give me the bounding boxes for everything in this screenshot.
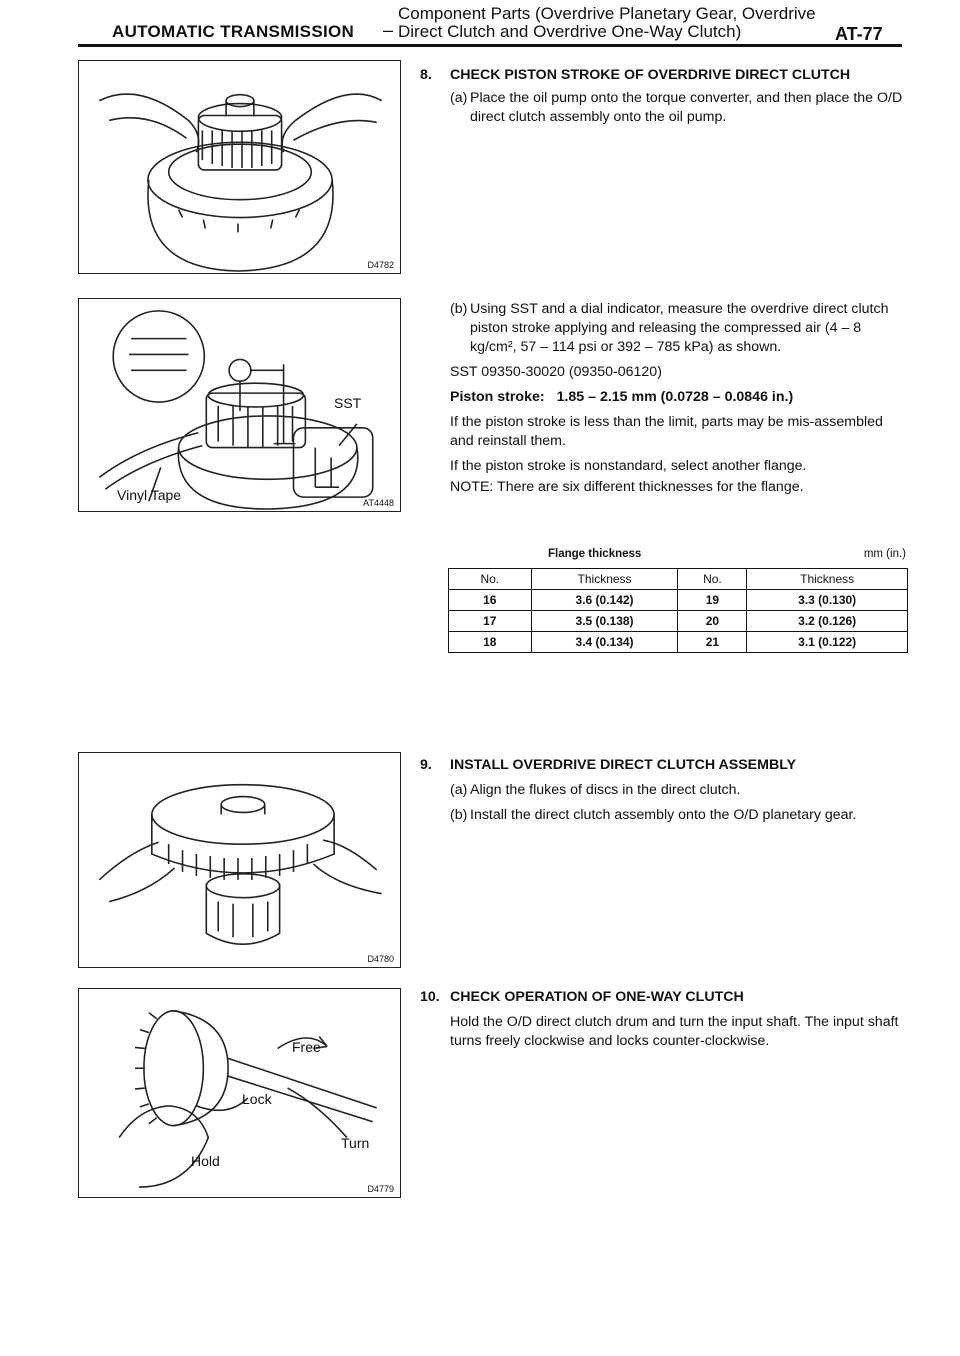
table-cell: 19	[678, 590, 747, 611]
table-cell: 18	[449, 632, 532, 653]
label-sst: SST	[334, 395, 362, 411]
table-row	[449, 590, 908, 611]
piston-stroke-spec	[450, 388, 906, 407]
table-cell: 3.6 (0.142)	[531, 590, 678, 611]
spec-label: Piston stroke:	[450, 389, 545, 405]
figure-piston-stroke-measurement	[78, 298, 401, 512]
step-9	[420, 756, 906, 825]
step-10-heading	[420, 988, 906, 1007]
sst-number: SST 09350-30020 (09350-06120)	[450, 364, 662, 380]
step-number: 10.	[420, 989, 440, 1005]
table-caption: Flange thickness	[548, 548, 642, 560]
page-number: AT-77	[835, 24, 883, 44]
step-10-text: Hold the O/D direct clutch drum and turn the input shaft. The input shaft turns freely clockwise and locks counter-clockwise.	[450, 1014, 899, 1049]
step-title: INSTALL OVERDRIVE DIRECT CLUTCH ASSEMBLY	[450, 757, 797, 773]
note-reassemble: If the piston stroke is less than the limit, parts may be mis-assembled and reinstall them.	[450, 414, 883, 449]
table-cell: 3.5 (0.138)	[531, 611, 678, 632]
figure-one-way-clutch-check	[78, 988, 401, 1198]
table-cell: 3.2 (0.126)	[747, 611, 908, 632]
table-row	[449, 611, 908, 632]
install-clutch-illustration	[79, 753, 400, 967]
table-cell: 3.3 (0.130)	[747, 590, 908, 611]
column-header: Thickness	[531, 569, 678, 590]
figure-code: D4782	[367, 260, 394, 270]
figure-code: D4779	[367, 1184, 394, 1194]
sub-label: (a)	[450, 90, 468, 106]
step-8-heading	[420, 66, 906, 85]
note-flange-thicknesses: NOTE: There are six different thicknesses for the flange.	[450, 479, 804, 495]
table-cell: 3.4 (0.134)	[531, 632, 678, 653]
label-lock: Lock	[242, 1091, 272, 1107]
sub-text: Align the flukes of discs in the direct clutch.	[470, 782, 741, 798]
step-number: 8.	[420, 67, 432, 83]
column-header: Thickness	[747, 569, 908, 590]
label-vinyl-tape: Vinyl Tape	[117, 487, 182, 503]
step-number: 9.	[420, 757, 432, 773]
note-select-flange: If the piston stroke is nonstandard, select another flange.	[450, 458, 807, 474]
section-subtitle	[398, 5, 816, 41]
step-8-a	[450, 89, 906, 127]
header-rule	[78, 44, 902, 47]
label-free: Free	[292, 1039, 321, 1055]
figure-code: AT4448	[363, 498, 394, 508]
table-cell: 16	[449, 590, 532, 611]
subtitle-line-2: Direct Clutch and Overdrive One-Way Clutch)	[398, 22, 742, 41]
clutch-on-converter-illustration	[79, 61, 400, 273]
table-cell: 21	[678, 632, 747, 653]
column-header: No.	[449, 569, 532, 590]
step-8	[420, 66, 906, 127]
header-dash: –	[383, 20, 394, 40]
table-cell: 3.1 (0.122)	[747, 632, 908, 653]
step-8-b	[450, 300, 906, 357]
table-cell: 17	[449, 611, 532, 632]
flange-thickness-table	[448, 568, 908, 653]
sub-text: Place the oil pump onto the torque converter, and then place the O/D direct clutch assembly onto the oil pump.	[470, 90, 903, 125]
figure-clutch-on-oil-pump	[78, 60, 401, 274]
step-9-b	[450, 806, 906, 825]
figure-code: D4780	[367, 954, 394, 964]
step-title: CHECK OPERATION OF ONE-WAY CLUTCH	[450, 989, 744, 1005]
table-unit: mm (in.)	[863, 548, 906, 560]
flange-table-caption	[478, 548, 906, 560]
spec-value: 1.85 – 2.15 mm (0.0728 – 0.0846 in.)	[556, 389, 794, 405]
table-row	[449, 632, 908, 653]
column-header: No.	[678, 569, 747, 590]
label-turn: Turn	[341, 1135, 370, 1151]
sub-text: Install the direct clutch assembly onto the O/D planetary gear.	[470, 807, 857, 823]
one-way-clutch-illustration	[79, 989, 400, 1197]
label-hold: Hold	[191, 1153, 220, 1169]
step-9-heading	[420, 756, 906, 775]
step-9-a	[450, 781, 906, 800]
step-10	[420, 988, 906, 1051]
sub-text: Using SST and a dial indicator, measure the overdrive direct clutch piston stroke applying and releasing the compressed air (4 – 8 kg/cm², 57 – 114 psi or 392 – 785 kPa) as shown.	[470, 301, 889, 355]
sub-label: (b)	[450, 807, 468, 823]
table-header-row	[449, 569, 908, 590]
figure-install-direct-clutch	[78, 752, 401, 968]
section-title: AUTOMATIC TRANSMISSION	[112, 22, 355, 41]
step-8-measurement	[420, 300, 906, 497]
sub-label: (a)	[450, 782, 468, 798]
sub-label: (b)	[450, 301, 468, 317]
step-title: CHECK PISTON STROKE OF OVERDRIVE DIRECT CLUTCH	[450, 67, 851, 83]
subtitle-line-1: Component Parts (Overdrive Planetary Gear, Overdrive	[398, 4, 816, 23]
table-cell: 20	[678, 611, 747, 632]
